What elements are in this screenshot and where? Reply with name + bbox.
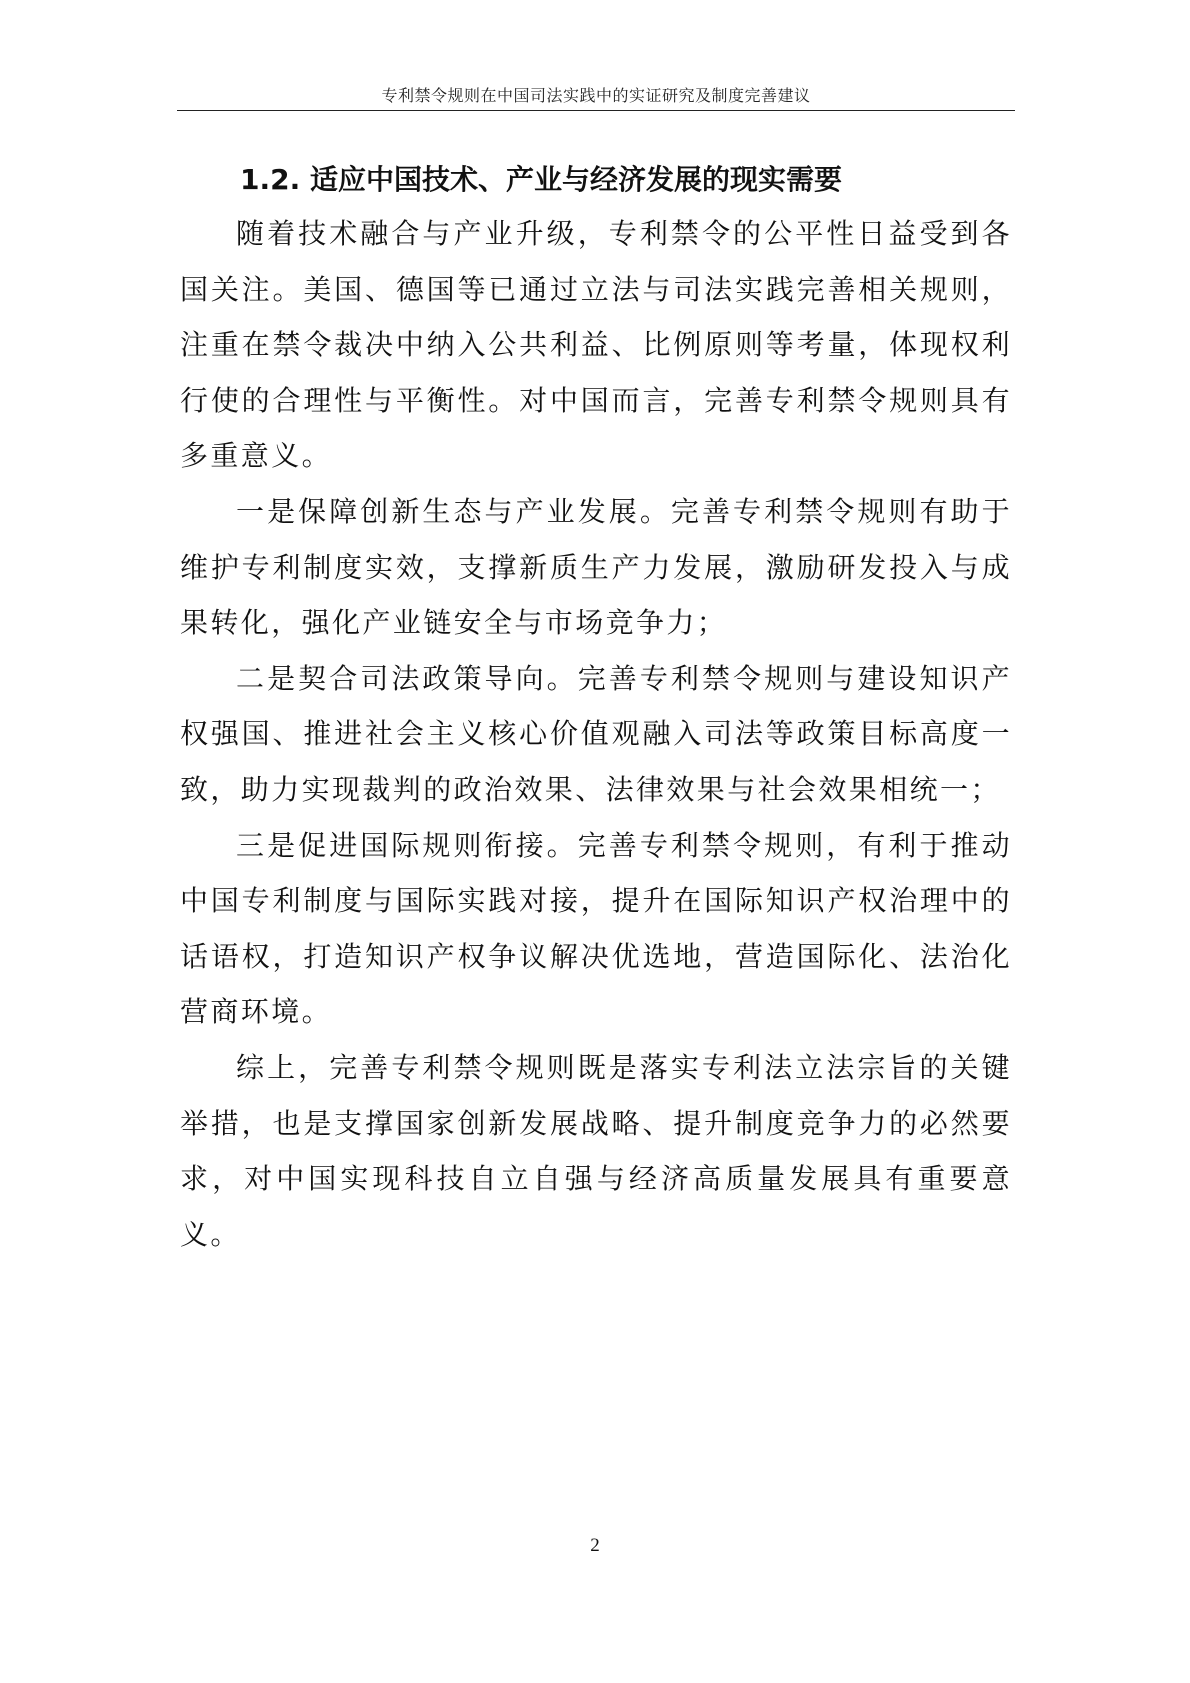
- body-text: [180, 206, 1012, 1262]
- header-divider: [177, 110, 1015, 111]
- paragraph-conclusion: 综上，完善专利禁令规则既是落实专利法立法宗旨的关键举措，也是支撑国家创新发展战略、提升制度竞争力的必然要求，对中国实现科技自立自强与经济高质量发展具有重要意义。: [180, 1050, 1012, 1251]
- running-header: 专利禁令规则在中国司法实践中的实证研究及制度完善建议: [381, 86, 811, 105]
- paragraph-intro: 随着技术融合与产业升级，专利禁令的公平性日益受到各国关注。美国、德国等已通过立法与司法实践完善相关规则，注重在禁令裁决中纳入公共利益、比例原则等考量，体现权利行使的合理性与平衡性。对中国而言，完善专利禁令规则具有多重意义。: [180, 217, 1012, 473]
- section-heading: 1.2. 适应中国技术、产业与经济发展的现实需要: [240, 163, 842, 196]
- paragraph-point-two: 二是契合司法政策导向。完善专利禁令规则与建设知识产权强国、推进社会主义核心价值观融入司法等政策目标高度一致，助力实现裁判的政治效果、法律效果与社会效果相统一；: [180, 661, 1012, 806]
- paragraph-point-one: 一是保障创新生态与产业发展。完善专利禁令规则有助于维护专利制度实效，支撑新质生产力发展，激励研发投入与成果转化，强化产业链安全与市场竞争力；: [180, 494, 1012, 640]
- paragraph-point-three: 三是促进国际规则衔接。完善专利禁令规则，有利于推动中国专利制度与国际实践对接，提升在国际知识产权治理中的话语权，打造知识产权争议解决优选地，营造国际化、法治化营商环境。: [180, 828, 1012, 1029]
- page-number: 2: [590, 1535, 600, 1556]
